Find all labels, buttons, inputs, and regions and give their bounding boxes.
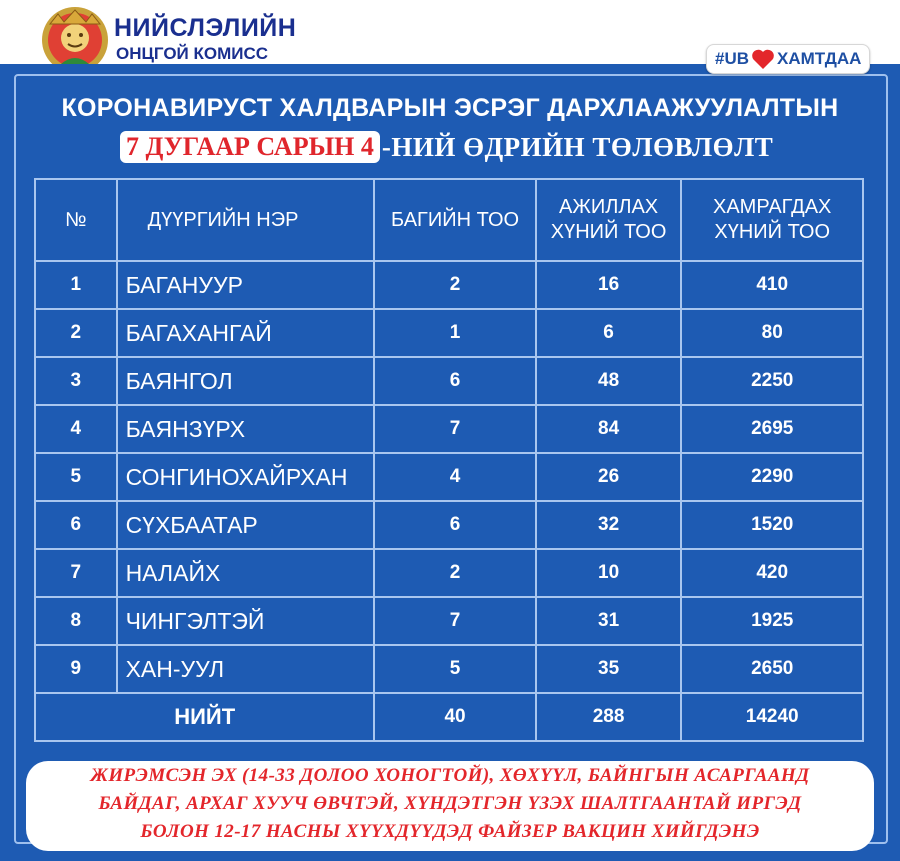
- cell-num: 9: [35, 645, 117, 693]
- cell-teams: 2: [374, 261, 535, 309]
- cell-district: СОНГИНОХАЙРХАН: [117, 453, 375, 501]
- table-header-row: [35, 179, 863, 261]
- cell-district: НАЛАЙХ: [117, 549, 375, 597]
- cell-covered: 80: [681, 309, 863, 357]
- footer-notice: [26, 761, 874, 851]
- footer-line1: ЖИРЭМСЭН ЭХ (14-33 ДОЛОО ХОНОГТОЙ), ХӨХҮҮЛ, БАЙНГЫН АСАРГААНД: [90, 765, 810, 786]
- cell-teams: 2: [374, 549, 535, 597]
- cell-district: ХАН-УУЛ: [117, 645, 375, 693]
- table-row: [35, 309, 863, 357]
- cell-teams: 6: [374, 357, 535, 405]
- header-teams: БАГИЙН ТОО: [374, 179, 535, 261]
- header-num: №: [35, 179, 117, 261]
- cell-district: БАГАХАНГАЙ: [117, 309, 375, 357]
- heart-icon: [751, 48, 775, 70]
- cell-workers: 32: [536, 501, 682, 549]
- total-workers: 288: [536, 693, 682, 741]
- cell-workers: 84: [536, 405, 682, 453]
- table-row: [35, 405, 863, 453]
- cell-workers: 10: [536, 549, 682, 597]
- cell-workers: 26: [536, 453, 682, 501]
- org-name-line1: НИЙСЛЭЛИЙН: [114, 14, 297, 42]
- cell-workers: 6: [536, 309, 682, 357]
- cell-teams: 5: [374, 645, 535, 693]
- hashtag-left: #UB: [715, 49, 750, 68]
- table-row: [35, 549, 863, 597]
- total-covered: 14240: [681, 693, 863, 741]
- cell-workers: 35: [536, 645, 682, 693]
- cell-num: 7: [35, 549, 117, 597]
- cell-district: БАЯНЗҮРХ: [117, 405, 375, 453]
- cell-teams: 7: [374, 597, 535, 645]
- header-workers: АЖИЛЛАХ ХҮНИЙ ТОО: [536, 179, 682, 261]
- cell-covered: 2650: [681, 645, 863, 693]
- table-row: [35, 597, 863, 645]
- cell-covered: 420: [681, 549, 863, 597]
- page-title: КОРОНАВИРУСТ ХАЛДВАРЫН ЭСРЭГ ДАРХЛААЖУУЛАЛТЫН: [61, 94, 839, 122]
- cell-district: ЧИНГЭЛТЭЙ: [117, 597, 375, 645]
- table-row: [35, 453, 863, 501]
- cell-district: СҮХБААТАР: [117, 501, 375, 549]
- org-name-line2: ОНЦГОЙ КОМИСС: [116, 44, 269, 63]
- cell-num: 2: [35, 309, 117, 357]
- cell-workers: 16: [536, 261, 682, 309]
- header-district: ДҮҮРГИЙН НЭР: [117, 179, 375, 261]
- total-label: НИЙТ: [35, 693, 374, 741]
- cell-num: 3: [35, 357, 117, 405]
- footer-line3: БОЛОН 12-17 НАСНЫ ХҮҮХДҮҮДЭД ФАЙЗЕР ВАКЦИН ХИЙГДЭНЭ: [140, 821, 760, 842]
- cell-teams: 7: [374, 405, 535, 453]
- subtitle-rest: -НИЙ ӨДРИЙН ТӨЛӨВЛӨЛТ: [381, 131, 774, 162]
- cell-district: БАГАНУУР: [117, 261, 375, 309]
- cell-covered: 2250: [681, 357, 863, 405]
- cell-teams: 6: [374, 501, 535, 549]
- date-highlight: 7 ДУГААР САРЫН 4: [120, 131, 380, 163]
- cell-num: 4: [35, 405, 117, 453]
- table-row: [35, 261, 863, 309]
- cell-num: 5: [35, 453, 117, 501]
- cell-teams: 4: [374, 453, 535, 501]
- cell-num: 6: [35, 501, 117, 549]
- hashtag-right: ХАМТДАА: [777, 49, 862, 68]
- cell-district: БАЯНГОЛ: [117, 357, 375, 405]
- total-teams: 40: [374, 693, 535, 741]
- cell-num: 1: [35, 261, 117, 309]
- cell-covered: 410: [681, 261, 863, 309]
- cell-covered: 1925: [681, 597, 863, 645]
- ub-hashtag-badge: [706, 44, 870, 74]
- cell-covered: 2695: [681, 405, 863, 453]
- cell-covered: 2290: [681, 453, 863, 501]
- cell-workers: 31: [536, 597, 682, 645]
- cell-num: 8: [35, 597, 117, 645]
- cell-workers: 48: [536, 357, 682, 405]
- table-total-row: [35, 693, 863, 741]
- cell-teams: 1: [374, 309, 535, 357]
- table-row: [35, 357, 863, 405]
- vaccination-plan-table: [34, 178, 864, 742]
- table-row: [35, 645, 863, 693]
- cell-covered: 1520: [681, 501, 863, 549]
- page-subtitle: [120, 130, 773, 164]
- footer-line2: БАЙДАГ, АРХАГ ХУУЧ ӨВЧТЭЙ, ХҮНДЭТГЭН ҮЗЭХ ШАЛТГААНТАЙ ИРГЭД: [98, 793, 802, 814]
- table-row: [35, 501, 863, 549]
- header-covered: ХАМРАГДАХ ХҮНИЙ ТОО: [681, 179, 863, 261]
